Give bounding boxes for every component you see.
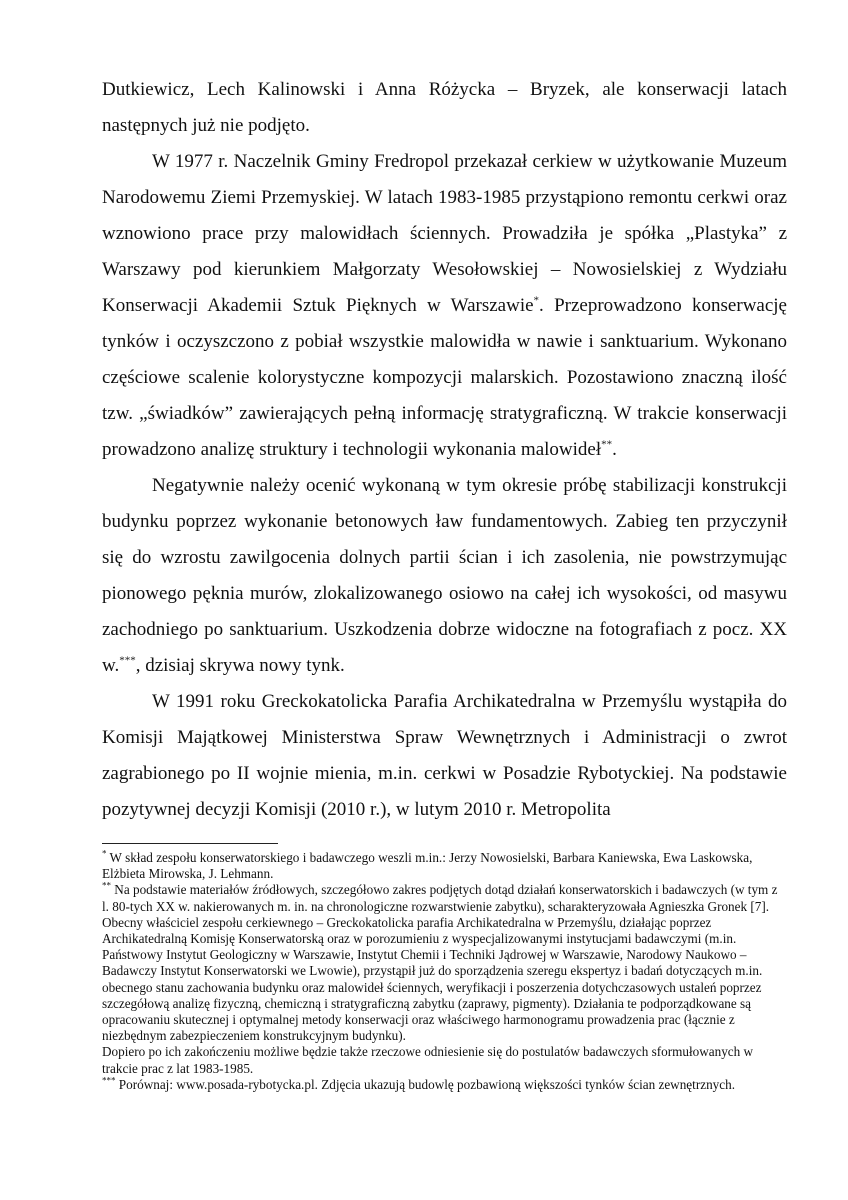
paragraph-3	[102, 468, 787, 684]
paragraph-2-text-a: W 1977 r. Naczelnik Gminy Fredropol przekazał cerkiew w użytkowanie Muzeum Narodowemu Ziemi Przemyskiej. W latach 1983-1985 przystąpiono remontu cerkwi oraz wznowiono prace przy malowidłach ściennych. Prowadziła je spółka „Plastyka” z Warszawy pod kierunkiem Małgorzaty Wesołowskiej – Nowosielskiej z Wydziału Konserwacji Akademii Sztuk Pięknych w Warszawie	[102, 151, 787, 316]
footnote-1	[102, 850, 787, 882]
footnote-1-text: W skład zespołu konserwatorskiego i badawczego weszli m.in.: Jerzy Nowosielski, Barbara Kaniewska, Ewa Laskowska, Elżbieta Mirowska, J. Lehmann.	[102, 850, 753, 882]
footnote-2-text: Na podstawie materiałów źródłowych, szczegółowo zakres podjętych dotąd działań konserwatorskich i badawczych (w tym z l. 80-tych XX w. nakierowanych m. in. na chronologiczne rozwarstwienie zabytku), scharakteryzowała Agnieszka Gronek [7]. Obecny właściciel zespołu cerkiewnego – Greckokatolicka parafia Archikatedralna w Przemyślu, działając poprzez Archikatedralną Komisję Konserwatorską oraz w porozumieniu z wyspecjalizowanymi instytucjami badawczymi (m.in. Państwowy Instytut Geologiczny w Warszawie, Instytut Chemii i Techniki Jądrowej w Warszawie, Narodowy Naukowo – Badawczy Instytut Konserwatorski we Lwowie), przystąpił już do sporządzenia szeregu ekspertyz i badań dotyczących m.in. obecnego stanu zachowania budynku oraz malowideł ściennych, weryfikacji i poszerzenia dotychczasowych ustaleń poprzez szczegółową analizę fizyczną, chemiczną i stratygraficzną zabytku (zaprawy, pigmenty). Działania te podporządkowane są opracowaniu skutecznej i optymalnej metody konserwacji oraz właściwego harmonogramu prowadzenia prac (łącznie z niezbędnym zabezpieczeniem konstrukcyjnym budynku).	[102, 882, 778, 1044]
footnote-2-continuation	[102, 1044, 787, 1076]
paragraph-2	[102, 144, 787, 468]
footnote-1-mark: *	[102, 848, 107, 859]
footnote-2-mark: **	[102, 881, 111, 892]
footnote-3-text: Porównaj: www.posada-rybotycka.pl. Zdjęcia ukazują budowlę pozbawioną większości tynków ścian zewnętrznych.	[115, 1076, 735, 1092]
paragraph-3-text-a: Negatywnie należy ocenić wykonaną w tym okresie próbę stabilizacji konstrukcji budynku poprzez wykonanie betonowych ław fundamentowych. Zabieg ten przyczynił się do wzrostu zawilgocenia dolnych partii ścian i ich zasolenia, nie powstrzymując pionowego pęknia murów, zlokalizowanego osiowo na całej ich wysokości, od masywu zachodniego po sanktuarium. Uszkodzenia dobrze widoczne na fotografiach z pocz. XX w.	[102, 475, 787, 676]
paragraph-4	[102, 684, 787, 828]
footnotes	[102, 850, 787, 1093]
paragraph-2-text-c: .	[612, 439, 617, 460]
footnote-separator	[102, 843, 278, 844]
footnote-3	[102, 1077, 787, 1093]
paragraph-1	[102, 72, 787, 144]
paragraph-3-text-b: , dzisiaj skrywa nowy tynk.	[135, 655, 345, 676]
footnote-2	[102, 882, 787, 1044]
paragraph-2-text-b: . Przeprowadzono konserwację tynków i oczyszczono z pobiał wszystkie malowidła w nawie i sanktuarium. Wykonano częściowe scalenie kolorystyczne kompozycji malarskich. Pozostawiono znaczną ilość tzw. „świadków” zawierających pełną informację stratygraficzną. W trakcie konserwacji prowadzono analizę struktury i technologii wykonania malowideł	[102, 295, 787, 460]
body-text	[102, 72, 787, 828]
paragraph-1-text: Dutkiewicz, Lech Kalinowski i Anna Różycka – Bryzek, ale konserwacji latach następnych już nie podjęto.	[102, 79, 787, 136]
footnote-ref-2: **	[601, 438, 613, 451]
footnote-3-mark: ***	[102, 1075, 116, 1086]
footnote-ref-3: ***	[119, 654, 136, 667]
paragraph-4-text: W 1991 roku Greckokatolicka Parafia Archikatedralna w Przemyślu wystąpiła do Komisji Majątkowej Ministerstwa Spraw Wewnętrznych i Administracji o zwrot zagrabionego po II wojnie mienia, m.in. cerkwi w Posadzie Rybotyckiej. Na podstawie pozytywnej decyzji Komisji (2010 r.), w lutym 2010 r. Metropolita	[102, 691, 787, 820]
footnote-ref-1: *	[533, 294, 540, 307]
footnote-2-continuation-text: Dopiero po ich zakończeniu możliwe będzie także rzeczowe odniesienie się do postulatów badawczych sformułowanych w trakcie prac z lat 1983-1985.	[102, 1044, 754, 1076]
